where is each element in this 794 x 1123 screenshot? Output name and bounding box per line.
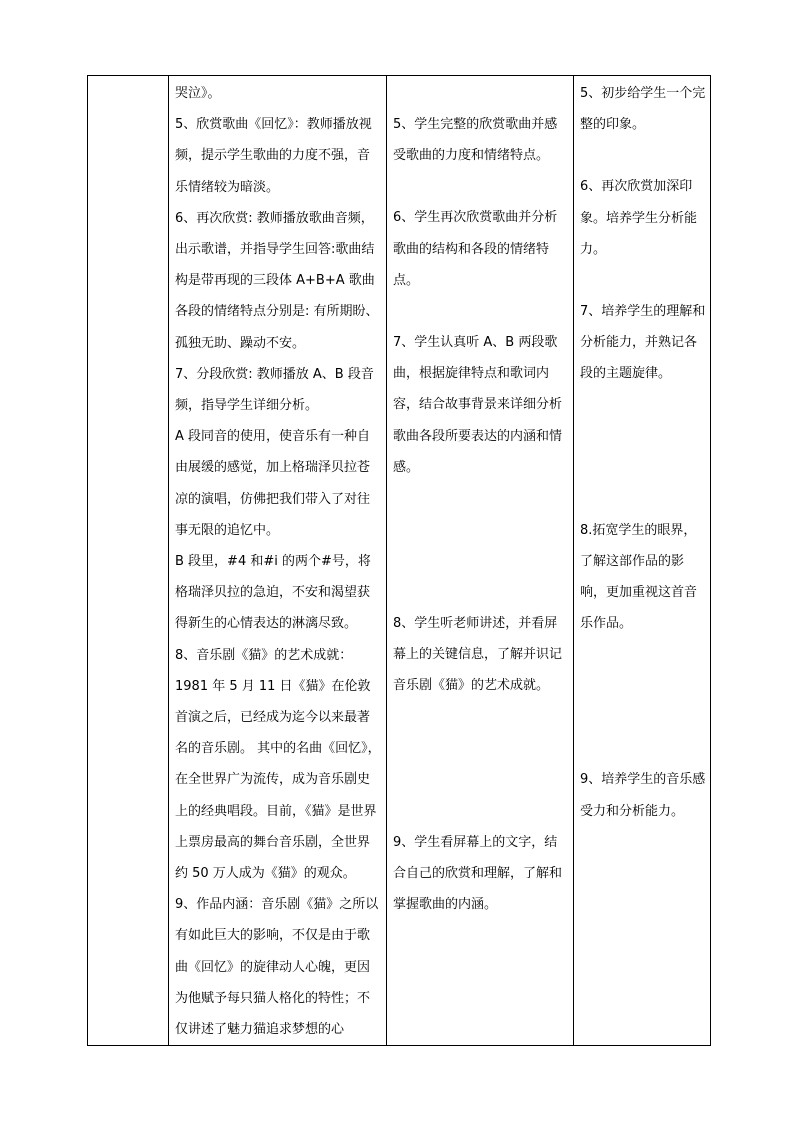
student-step-8: 8、学生听老师讲述，并看屏幕上的关键信息，了解并识记音乐剧《猫》的艺术成就。 xyxy=(393,616,563,694)
teacher-step-6: 6、再次欣赏: 教师播放歌曲音频，出示歌谱，并指导学生回答:歌曲结构是带再现的三段体 A+B+A 歌曲各段的情绪特点分别是: 有所期盼、孤独无助、躁动不安。 xyxy=(175,210,379,351)
student-step-9: 9、学生看屏幕上的文字，结合自己的欣赏和理解，了解和掌握歌曲的内涵。 xyxy=(393,834,563,913)
student-step-6: 6、学生再次欣赏歌曲并分析歌曲的结构和各段的情绪特点。 xyxy=(393,210,558,288)
design-intent-cell xyxy=(574,76,711,1046)
student-activity-cell xyxy=(387,76,574,1046)
teacher-step-8-detail: 1981 年 5 月 11 日《猫》在伦敦首演之后，已经成为迄今以来最著名的音乐剧。 其中的名曲《回忆》，在全世界广为流传，成为音乐剧史上的经典唱段。目前，《猫》是世界上票房最高的舞台音乐剧，全世界约 50 万人成为《猫》的观众。 xyxy=(175,678,381,882)
lesson-plan-table xyxy=(87,75,711,1046)
student-step-7: 7、学生认真听 A、B 两段歌曲，根据旋律特点和歌词内容，结合故事背景来详细分析歌曲各段所要表达的内涵和情感。 xyxy=(393,335,563,475)
intent-step-9: 9、培养学生的音乐感受力和分析能力。 xyxy=(580,772,706,819)
empty-cell xyxy=(88,76,169,1046)
student-step-5: 5、学生完整的欣赏歌曲并感受歌曲的力度和情绪特点。 xyxy=(393,117,558,164)
teacher-step-9: 9、作品内涵：音乐剧《猫》之所以有如此巨大的影响，不仅是由于歌曲《回忆》的旋律动人心魄，更因为他赋予每只猫人格化的特性；不仅讲述了魅力猫追求梦想的心 xyxy=(175,897,379,1038)
teacher-step-7: 7、分段欣赏: 教师播放 A、B 段音频，指导学生详细分析。 xyxy=(175,366,374,414)
intent-step-6: 6、再次欣赏加深印象。培养学生分析能力。 xyxy=(580,179,698,257)
teacher-activity-cell xyxy=(169,76,387,1046)
intent-step-7: 7、培养学生的理解和分析能力，并熟记各段的主题旋律。 xyxy=(580,304,706,382)
teacher-step-7-b: B 段里，#4 和#i 的两个#号，将格瑞泽贝拉的急迫，不安和渴望获得新生的心情表达的淋漓尽致。 xyxy=(175,554,371,632)
teacher-step-text: 哭泣》。 xyxy=(175,86,221,101)
teacher-step-5: 5、欣赏歌曲《回忆》：教师播放视频，提示学生歌曲的力度不强，音乐情绪较为暗淡。 xyxy=(175,117,372,195)
teacher-step-8: 8、音乐剧《猫》的艺术成就： xyxy=(175,647,353,663)
intent-step-8: 8.拓宽学生的眼界，了解这部作品的影响，更加重视这首音乐作品。 xyxy=(580,522,698,632)
table-row xyxy=(88,76,711,1046)
intent-step-5: 5、初步给学生一个完整的印象。 xyxy=(580,86,706,133)
teacher-step-7-a: A 段同音的使用，使音乐有一种自由展缓的感觉，加上格瑞泽贝拉苍凉的演唱，仿佛把我们带入了对往事无限的追忆中。 xyxy=(175,429,371,538)
